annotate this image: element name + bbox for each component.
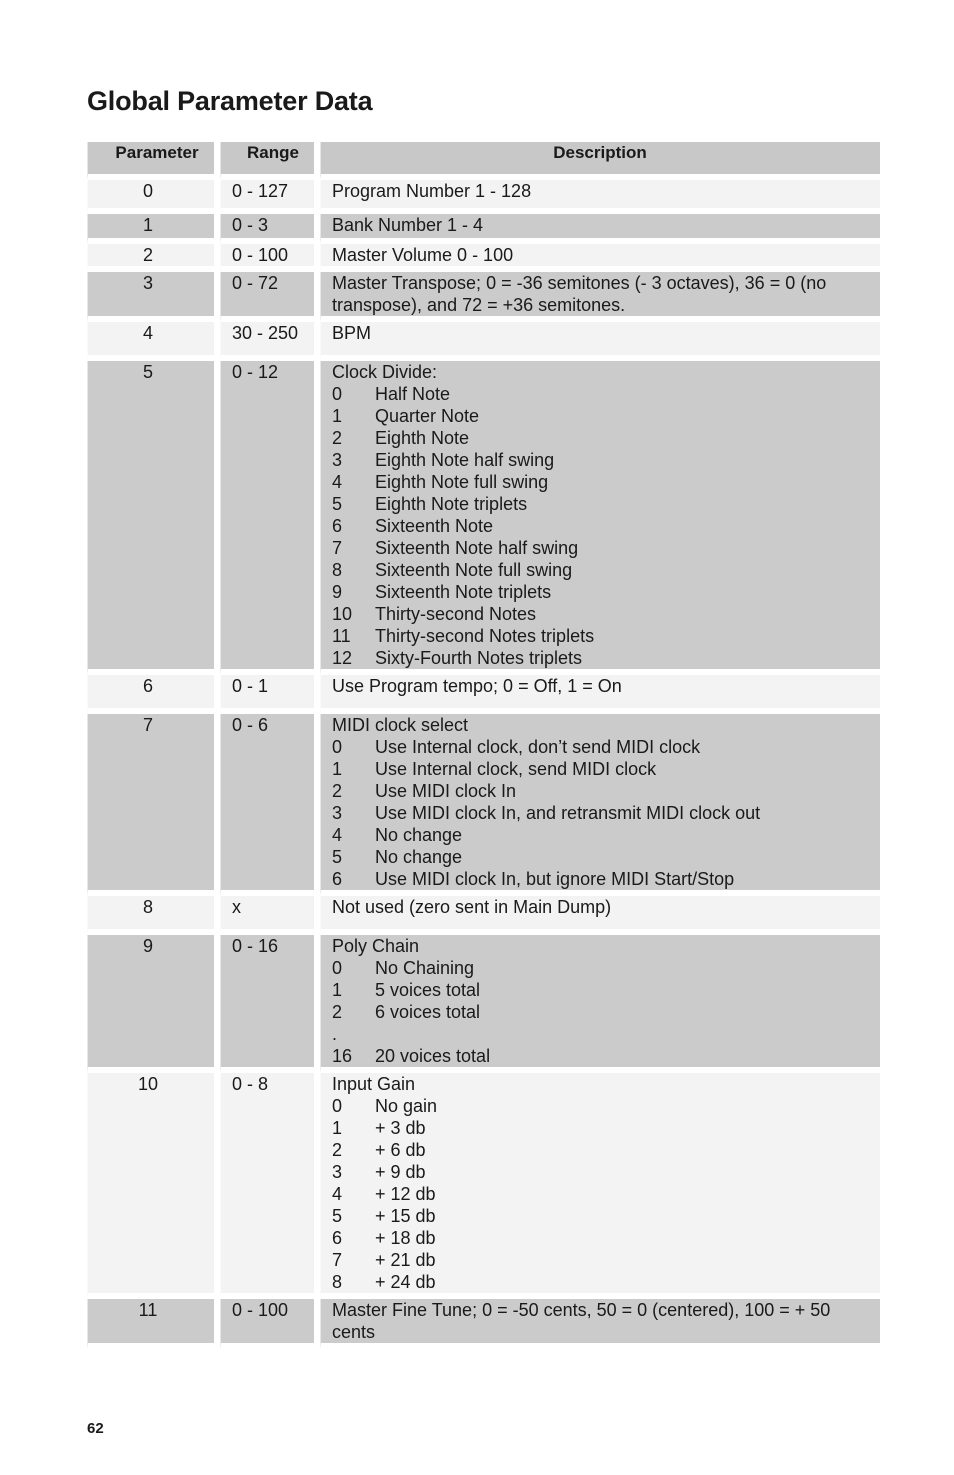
option-text: + 9 db bbox=[375, 1162, 426, 1182]
range-value: 0 - 6 bbox=[232, 715, 269, 735]
option-number: 0 bbox=[332, 737, 343, 757]
option-text: No change bbox=[375, 847, 463, 867]
option-text: 5 voices total bbox=[375, 980, 481, 1000]
table-row bbox=[87, 272, 880, 322]
option-number: 5 bbox=[332, 847, 343, 867]
table-row bbox=[87, 1073, 880, 1299]
option-number: 4 bbox=[332, 472, 343, 492]
option-number: 8 bbox=[332, 560, 343, 580]
table-row bbox=[87, 322, 880, 361]
range-cell bbox=[220, 322, 320, 361]
table-row bbox=[87, 180, 880, 214]
option-line bbox=[332, 1045, 868, 1067]
option-line bbox=[332, 1271, 868, 1293]
option-text: Use MIDI clock In bbox=[375, 781, 517, 801]
description-cell bbox=[320, 244, 880, 272]
table-header-row bbox=[87, 142, 880, 180]
option-text: + 6 db bbox=[375, 1140, 426, 1160]
option-line bbox=[332, 603, 868, 625]
option-text: 20 voices total bbox=[375, 1046, 491, 1066]
parameter-number: 6 bbox=[142, 676, 153, 696]
page-number: 62 bbox=[87, 1420, 104, 1437]
option-text: Use MIDI clock In, but ignore MIDI Start/Stop bbox=[375, 869, 735, 889]
option-text: + 3 db bbox=[375, 1118, 426, 1138]
option-number: 2 bbox=[332, 781, 343, 801]
option-number: 1 bbox=[332, 1118, 343, 1138]
option-line bbox=[332, 515, 868, 537]
option-number: 6 bbox=[332, 869, 343, 889]
range-value: 0 - 8 bbox=[232, 1074, 269, 1094]
parameter-number: 8 bbox=[142, 897, 153, 917]
option-number: 8 bbox=[332, 1272, 343, 1292]
range-cell bbox=[220, 272, 320, 322]
option-line bbox=[332, 559, 868, 581]
parameter-cell bbox=[87, 1073, 220, 1299]
option-text: Use Internal clock, don’t send MIDI clock bbox=[375, 737, 701, 757]
range-cell bbox=[220, 214, 320, 244]
option-line bbox=[332, 824, 868, 846]
option-number: . bbox=[332, 1024, 338, 1044]
range-value: 0 - 1 bbox=[232, 676, 269, 696]
range-cell bbox=[220, 1073, 320, 1299]
description-text: Input Gain bbox=[332, 1074, 416, 1094]
description-cell bbox=[320, 361, 880, 675]
option-line bbox=[332, 1117, 868, 1139]
option-text: Eighth Note triplets bbox=[375, 494, 528, 514]
parameter-cell bbox=[87, 935, 220, 1073]
page-title: Global Parameter Data bbox=[87, 86, 373, 116]
option-text bbox=[375, 1023, 868, 1045]
option-text: No Chaining bbox=[375, 958, 475, 978]
option-number: 12 bbox=[332, 648, 353, 668]
range-cell bbox=[220, 180, 320, 214]
option-number: 3 bbox=[332, 1162, 343, 1182]
description-cell bbox=[320, 714, 880, 896]
range-value: 0 - 100 bbox=[232, 245, 289, 265]
option-text: Sixteenth Note triplets bbox=[375, 582, 552, 602]
option-line bbox=[332, 1161, 868, 1183]
header-description bbox=[320, 142, 880, 180]
parameter-cell bbox=[87, 180, 220, 214]
parameter-cell bbox=[87, 1299, 220, 1349]
parameter-number: 7 bbox=[142, 715, 153, 735]
range-value: 0 - 100 bbox=[232, 1300, 289, 1320]
description-cell bbox=[320, 214, 880, 244]
option-number: 16 bbox=[332, 1046, 353, 1066]
table-body bbox=[87, 180, 880, 1349]
option-number: 4 bbox=[332, 1184, 343, 1204]
global-parameter-table bbox=[87, 142, 880, 1349]
option-line bbox=[332, 537, 868, 559]
option-number: 6 bbox=[332, 516, 343, 536]
parameter-number: 10 bbox=[137, 1074, 159, 1094]
table-row bbox=[87, 361, 880, 675]
option-number: 2 bbox=[332, 1002, 343, 1022]
parameter-cell bbox=[87, 361, 220, 675]
option-line bbox=[332, 625, 868, 647]
description-text: Master Transpose; 0 = -36 semitones (- 3 octaves), 36 = 0 (no transpose), and 72 = +36 semitones. bbox=[332, 273, 827, 315]
range-cell bbox=[220, 935, 320, 1073]
range-cell bbox=[220, 896, 320, 935]
description-text: Program Number 1 - 128 bbox=[332, 181, 532, 201]
option-text: Eighth Note bbox=[375, 428, 470, 448]
description-text: Use Program tempo; 0 = Off, 1 = On bbox=[332, 676, 622, 696]
parameter-cell bbox=[87, 272, 220, 322]
option-line bbox=[332, 449, 868, 471]
parameter-number: 9 bbox=[142, 936, 153, 956]
description-text: Bank Number 1 - 4 bbox=[332, 215, 484, 235]
header-parameter-label: Parameter bbox=[115, 143, 199, 162]
option-line bbox=[332, 383, 868, 405]
option-text: + 21 db bbox=[375, 1250, 436, 1270]
range-value: 0 - 3 bbox=[232, 215, 269, 235]
option-text: Eighth Note full swing bbox=[375, 472, 549, 492]
option-text: Use MIDI clock In, and retransmit MIDI clock out bbox=[375, 803, 761, 823]
range-value: 0 - 127 bbox=[232, 181, 289, 201]
option-line bbox=[332, 868, 868, 890]
description-text: Clock Divide: bbox=[332, 362, 438, 382]
option-line bbox=[332, 405, 868, 427]
option-number: 9 bbox=[332, 582, 343, 602]
option-line bbox=[332, 1139, 868, 1161]
option-text: Thirty-second Notes bbox=[375, 604, 537, 624]
header-range-label: Range bbox=[247, 143, 299, 162]
option-text: Eighth Note half swing bbox=[375, 450, 555, 470]
option-text: No gain bbox=[375, 1096, 438, 1116]
range-value: x bbox=[232, 897, 241, 917]
option-number: 5 bbox=[332, 494, 343, 514]
option-number: 4 bbox=[332, 825, 343, 845]
range-cell bbox=[220, 675, 320, 714]
parameter-cell bbox=[87, 322, 220, 361]
option-number: 5 bbox=[332, 1206, 343, 1226]
option-text: Quarter Note bbox=[375, 406, 480, 426]
description-text: Master Fine Tune; 0 = -50 cents, 50 = 0 (centered), 100 = + 50 cents bbox=[332, 1300, 831, 1342]
option-line bbox=[332, 471, 868, 493]
parameter-cell bbox=[87, 214, 220, 244]
option-line bbox=[332, 780, 868, 802]
parameter-cell bbox=[87, 675, 220, 714]
parameter-number: 1 bbox=[142, 215, 153, 235]
option-number: 1 bbox=[332, 980, 343, 1000]
description-text: Master Volume 0 - 100 bbox=[332, 245, 514, 265]
option-number: 3 bbox=[332, 803, 343, 823]
option-line bbox=[332, 957, 868, 979]
range-cell bbox=[220, 1299, 320, 1349]
option-line bbox=[332, 647, 868, 669]
option-number: 2 bbox=[332, 1140, 343, 1160]
option-line bbox=[332, 493, 868, 515]
option-line bbox=[332, 1095, 868, 1117]
header-description-label: Description bbox=[553, 143, 647, 162]
range-cell bbox=[220, 244, 320, 272]
table-row bbox=[87, 935, 880, 1073]
table-row bbox=[87, 214, 880, 244]
option-line bbox=[332, 581, 868, 603]
parameter-cell bbox=[87, 244, 220, 272]
option-text: + 18 db bbox=[375, 1228, 436, 1248]
description-cell bbox=[320, 322, 880, 361]
option-text: + 15 db bbox=[375, 1206, 436, 1226]
description-cell bbox=[320, 1073, 880, 1299]
option-number: 11 bbox=[332, 626, 351, 646]
description-cell bbox=[320, 1299, 880, 1349]
option-text: Half Note bbox=[375, 384, 451, 404]
option-number: 10 bbox=[332, 604, 353, 624]
option-line bbox=[332, 1205, 868, 1227]
option-number: 3 bbox=[332, 450, 343, 470]
range-cell bbox=[220, 714, 320, 896]
description-text: MIDI clock select bbox=[332, 715, 469, 735]
description-cell bbox=[320, 935, 880, 1073]
table-row bbox=[87, 244, 880, 272]
parameter-cell bbox=[87, 714, 220, 896]
option-line bbox=[332, 758, 868, 780]
option-line bbox=[332, 427, 868, 449]
parameter-number: 0 bbox=[142, 181, 153, 201]
header-range bbox=[220, 142, 320, 180]
description-cell bbox=[320, 896, 880, 935]
option-text: + 12 db bbox=[375, 1184, 436, 1204]
option-number: 7 bbox=[332, 1250, 343, 1270]
option-number: 0 bbox=[332, 384, 343, 404]
option-line bbox=[332, 1183, 868, 1205]
description-text: BPM bbox=[332, 323, 372, 343]
range-cell bbox=[220, 361, 320, 675]
parameter-cell bbox=[87, 896, 220, 935]
parameter-number: 5 bbox=[142, 362, 153, 382]
table-row bbox=[87, 896, 880, 935]
parameter-number: 3 bbox=[142, 273, 153, 293]
range-value: 0 - 16 bbox=[232, 936, 279, 956]
option-text: No change bbox=[375, 825, 463, 845]
option-text: 6 voices total bbox=[375, 1002, 481, 1022]
parameter-number: 2 bbox=[142, 245, 153, 265]
option-line bbox=[332, 1001, 868, 1023]
range-value: 0 - 72 bbox=[232, 273, 279, 293]
description-cell bbox=[320, 675, 880, 714]
range-value: 0 - 12 bbox=[232, 362, 279, 382]
parameter-number: 4 bbox=[142, 323, 153, 343]
option-number: 7 bbox=[332, 538, 343, 558]
table-row bbox=[87, 675, 880, 714]
option-number: 2 bbox=[332, 428, 343, 448]
option-number: 6 bbox=[332, 1228, 343, 1248]
option-text: Sixty-Fourth Notes triplets bbox=[375, 648, 583, 668]
option-text: Sixteenth Note bbox=[375, 516, 494, 536]
table-row bbox=[87, 1299, 880, 1349]
option-line bbox=[332, 1023, 868, 1045]
header-parameter bbox=[87, 142, 220, 180]
option-line bbox=[332, 846, 868, 868]
range-value: 30 - 250 bbox=[232, 323, 299, 343]
option-line bbox=[332, 1249, 868, 1271]
option-line bbox=[332, 979, 868, 1001]
description-text: Poly Chain bbox=[332, 936, 420, 956]
option-text: Thirty-second Notes triplets bbox=[375, 626, 595, 646]
option-line bbox=[332, 802, 868, 824]
table-row bbox=[87, 714, 880, 896]
option-text: + 24 db bbox=[375, 1272, 436, 1292]
option-number: 0 bbox=[332, 958, 343, 978]
option-number: 1 bbox=[332, 406, 343, 426]
description-cell bbox=[320, 272, 880, 322]
option-line bbox=[332, 1227, 868, 1249]
option-text: Sixteenth Note full swing bbox=[375, 560, 573, 580]
option-number: 0 bbox=[332, 1096, 343, 1116]
description-cell bbox=[320, 180, 880, 214]
option-text: Sixteenth Note half swing bbox=[375, 538, 579, 558]
option-line bbox=[332, 736, 868, 758]
description-text: Not used (zero sent in Main Dump) bbox=[332, 897, 612, 917]
parameter-number: 11 bbox=[138, 1300, 158, 1320]
option-text: Use Internal clock, send MIDI clock bbox=[375, 759, 657, 779]
option-number: 1 bbox=[332, 759, 343, 779]
